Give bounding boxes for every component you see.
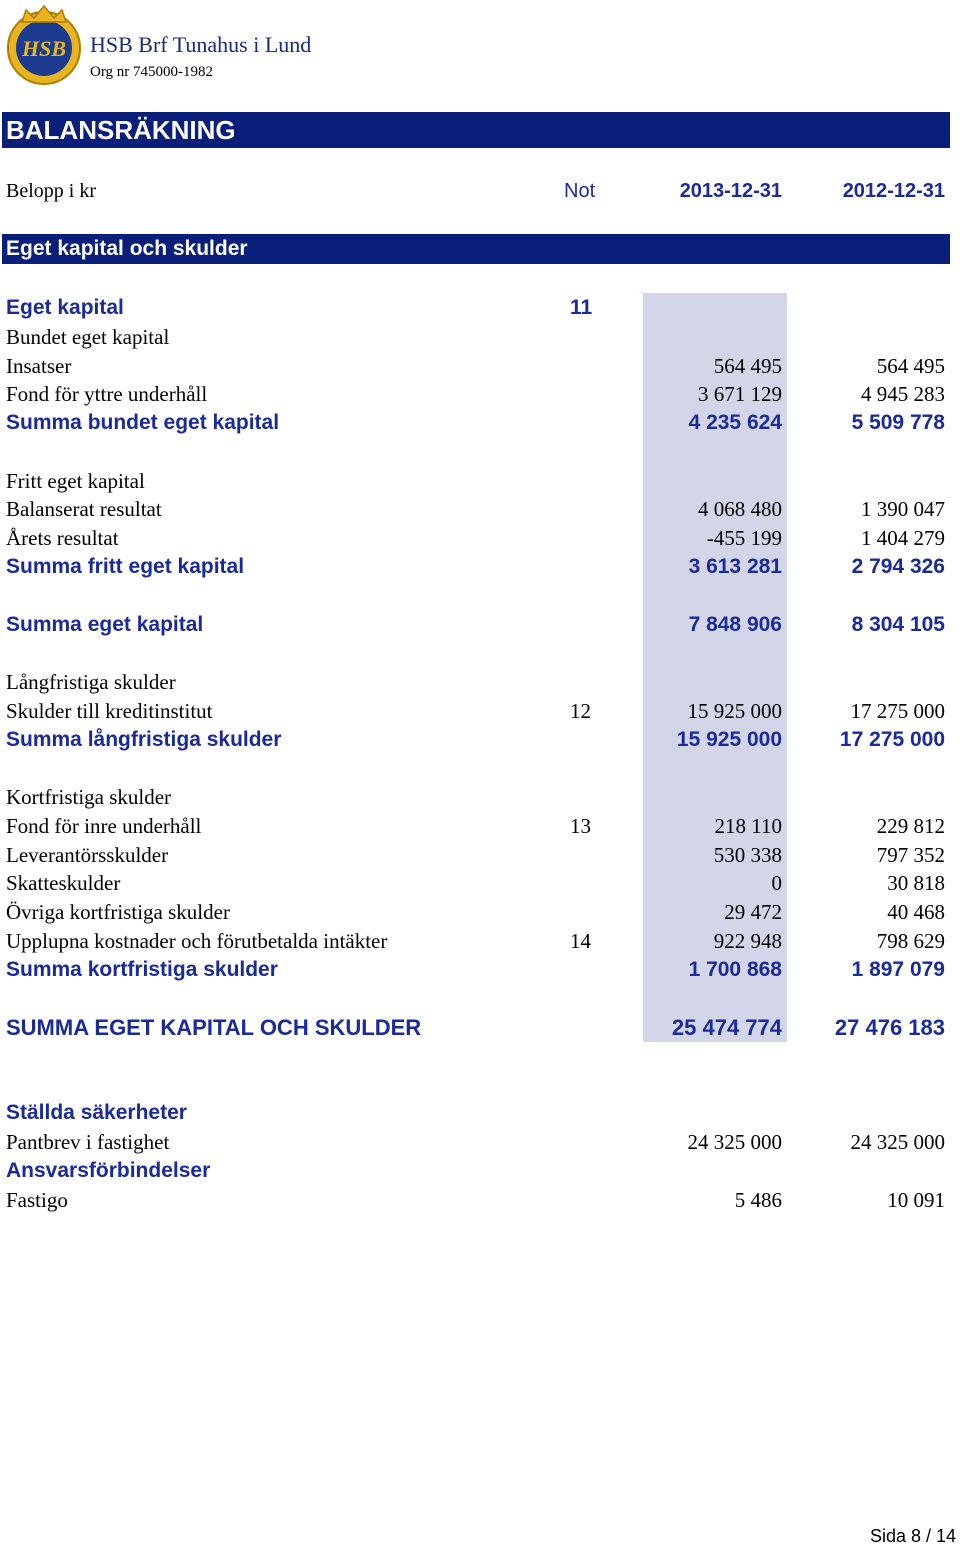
row-value-previous: 797 352 [876,843,945,867]
table-row [0,697,960,725]
row-value-previous: 5 509 778 [851,411,945,434]
row-label: Bundet eget kapital [6,325,170,349]
row-value-current: 3 613 281 [688,555,782,578]
column-header-amount-unit: Belopp i kr [6,180,96,202]
row-value-previous: 17 275 000 [850,699,945,723]
row-label: Eget kapital [6,296,124,319]
row-label: Långfristiga skulder [6,670,176,694]
table-row [0,927,960,955]
row-value-previous: 1 404 279 [861,526,945,550]
table-row [0,956,960,984]
row-label: Skulder till kreditinstitut [6,699,213,723]
table-row [0,1186,960,1214]
table-row [0,812,960,840]
table-row [0,1128,960,1156]
row-label: Summa kortfristiga skulder [6,958,278,981]
row-value-current: 7 848 906 [688,613,782,636]
row-note: 11 [570,296,593,319]
table-row [0,726,960,754]
table-row [0,1014,960,1042]
table-row [0,783,960,811]
column-header-year-previous: 2012-12-31 [842,180,945,202]
row-value-previous: 24 325 000 [850,1130,945,1154]
row-value-current: 15 925 000 [676,728,782,751]
section-title: Eget kapital och skulder [2,234,950,264]
row-label: Summa fritt eget kapital [6,555,245,578]
row-label: Insatser [6,354,72,378]
row-note: 14 [570,929,591,953]
row-value-current: 1 700 868 [688,958,782,981]
table-row [0,467,960,495]
row-note: 13 [570,814,591,838]
row-value-current: 15 925 000 [687,699,782,723]
row-value-previous: 27 476 183 [834,1015,945,1040]
row-value-current: 0 [771,871,782,895]
row-label: Leverantörsskulder [6,843,169,867]
table-row [0,1157,960,1185]
row-note: 12 [570,699,591,723]
row-value-current: 29 472 [724,900,782,924]
row-value-previous: 40 468 [887,900,945,924]
row-value-previous: 17 275 000 [839,728,945,751]
table-row [0,524,960,552]
row-label: Fritt eget kapital [6,469,145,493]
row-value-previous: 229 812 [876,814,945,838]
row-label: Summa eget kapital [6,613,204,636]
column-header-year-current: 2013-12-31 [679,180,782,202]
table-row [0,611,960,639]
row-value-previous: 2 794 326 [851,555,945,578]
table-row [0,380,960,408]
row-value-current: 4 235 624 [688,411,782,434]
row-label: Årets resultat [6,526,119,550]
row-label: Kortfristiga skulder [6,785,172,809]
page-number: Sida 8 / 14 [869,1526,956,1546]
row-value-previous: 798 629 [876,929,945,953]
table-row [0,668,960,696]
row-label: Fond för inre underhåll [6,814,202,838]
organization-number: Org nr 745000-1982 [90,64,214,80]
page-title: BALANSRÄKNING [2,112,950,148]
logo-lettering: HSB [21,36,67,61]
row-value-previous: 4 945 283 [861,382,945,406]
row-value-current: 564 495 [713,354,782,378]
row-label: Fastigo [6,1188,68,1212]
table-row [0,352,960,380]
row-label: Ställda säkerheter [6,1101,187,1124]
row-label: SUMMA EGET KAPITAL OCH SKULDER [6,1015,422,1040]
row-value-current: 922 948 [713,929,782,953]
organization-name: HSB Brf Tunahus i Lund [90,32,312,57]
row-value-current: 4 068 480 [698,497,782,521]
row-value-current: 3 671 129 [698,382,782,406]
row-label: Pantbrev i fastighet [6,1130,170,1154]
column-header-note: Not [564,180,596,202]
row-value-previous: 8 304 105 [851,613,945,636]
row-value-previous: 564 495 [876,354,945,378]
row-label: Summa bundet eget kapital [6,411,280,434]
row-value-previous: 30 818 [887,871,945,895]
table-row [0,495,960,523]
row-label: Summa långfristiga skulder [6,728,282,751]
row-value-current: 5 486 [734,1188,782,1212]
row-value-current: -455 199 [706,526,782,550]
row-value-current: 25 474 774 [671,1015,782,1040]
table-row [0,409,960,437]
row-value-current: 218 110 [714,814,782,838]
table-row [0,323,960,351]
row-value-previous: 1 390 047 [861,497,945,521]
row-label: Fond för yttre underhåll [6,382,208,406]
row-label: Upplupna kostnader och förutbetalda intäkter [6,929,388,953]
row-label: Övriga kortfristiga skulder [6,900,230,924]
row-value-current: 24 325 000 [687,1130,782,1154]
hsb-logo [4,4,84,86]
table-row [0,841,960,869]
row-label: Skatteskulder [6,871,121,895]
row-value-previous: 1 897 079 [851,958,945,981]
row-label: Balanserat resultat [6,497,162,521]
row-value-previous: 10 091 [887,1188,945,1212]
table-row [0,553,960,581]
row-value-current: 530 338 [713,843,782,867]
row-label: Ansvarsförbindelser [6,1159,211,1182]
table-row [0,1099,960,1127]
table-row [0,294,960,322]
table-row [0,898,960,926]
table-row [0,869,960,897]
